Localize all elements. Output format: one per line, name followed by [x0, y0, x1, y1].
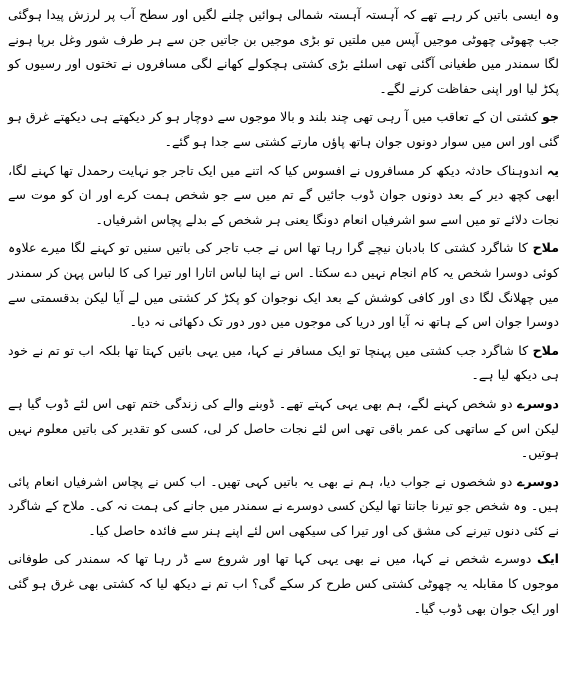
paragraph-2-lead-word: جو — [542, 109, 559, 125]
paragraph-2-text: کشتی ان کے تعاقب میں آ رہی تھی چند بلند و بالا موجوں سے دوچار ہو کر دیکھتے ہی دیکھتے غرق ہو گئی اور اس میں سوار دونوں جوان ہاتھ پاؤں مارتے کشتی سے جدا ہو گئے۔ — [8, 109, 559, 149]
paragraph-4-text: کا شاگرد کشتی کا بادبان نیچے گرا رہا تھا اس نے جب تاجر کی باتیں سنیں تو کہنے لگا میرے علاوہ کوئی دوسرا شخص یہ کام انجام نہیں دے سکتا۔ اس نے اپنا لباس اتارا اور تیرا کی کا لباس پہن کر سمندر میں چھلانگ لگا دی اور کافی کوشش کے بعد ایک نوجوان کو پکڑ کر کشتی میں لے آیا لیکن بدقسمتی سے دوسرا جوان اس کے ہاتھ نہ آیا اور دریا کی موجوں میں دور دور تک دکھائی نہ دیا۔ — [8, 240, 559, 330]
paragraph-7-lead-word: دوسرے — [517, 473, 559, 489]
paragraph-6-lead-word: دوسرے — [517, 395, 559, 411]
paragraph-3-lead-word: یہ — [546, 162, 559, 178]
paragraph-7-text: دو شخصوں نے جواب دیا، ہم نے بھی یہ باتیں کہی تھیں۔ اب کس نے پچاس اشرفیاں انعام پائی ہیں۔ وہ شخص جو تیرنا جانتا تھا لیکن کسی دوسرے نے سمندر میں جانے کی ہمت نہ کی۔ ملاح کے شاگرد نے کئی دنوں تیرنے کی مشق کی اور تیرا کی سیکھی اس لئے اپنے ہنر سے فائدہ حاصل کیا۔ — [8, 473, 559, 538]
paragraph-4-lead-word: ملاح — [532, 240, 559, 256]
paragraph-7 — [8, 470, 559, 544]
paragraph-6 — [8, 392, 559, 466]
paragraph-8-lead-word: ایک — [537, 551, 559, 567]
paragraph-2 — [8, 105, 559, 154]
paragraph-3 — [8, 159, 559, 233]
paragraph-5-lead-word: ملاح — [532, 342, 559, 358]
paragraph-4 — [8, 236, 559, 334]
paragraph-3-text: اندوہناک حادثہ دیکھ کر مسافروں نے افسوس کیا کہ اتنے میں ایک تاجر جو نہایت رحمدل تھا کہنے لگا، ابھی کچھ دیر کے بعد دونوں جوان ڈوب جائیں گے تم میں سے جو شخص ہمت کرے اور ان کو موت سے نجات دلائے تو میں اسے سو اشرفیاں انعام دونگا یعنی ہر شخص کے بدلے پچاس اشرفیاں۔ — [8, 162, 559, 227]
paragraph-1-text: وہ ایسی باتیں کر رہے تھے کہ آہستہ آہستہ شمالی ہوائیں چلنے لگیں اور سطح آب پر لرزش پیدا ہوگئی جب چھوٹی چھوٹی موجیں آپس میں ملتیں تو بڑی موجیں بن جاتیں جن سے ہر طرف شور وغل برپا ہونے لگا سمندر میں طغیانی آگئی تھی اسلئے بڑی کشتی ہچکولے کھانے لگی مسافروں نے تختوں اور رسیوں کو پکڑ لیا اور اپنی حفاظت کرنے لگے۔ — [8, 7, 559, 96]
paragraph-8-text: دوسرے شخص نے کہا، میں نے بھی یہی کہا تھا اور شروع سے ڈر رہا تھا کہ سمندر کی طوفانی موجوں کا مقابلہ یہ چھوٹی کشتی کس طرح کر سکے گی؟ اب تم نے دیکھ لیا کہ کشتی بھی غرق ہو گئی اور ایک جوان بھی ڈوب گیا۔ — [8, 551, 559, 616]
paragraph-8 — [8, 547, 559, 621]
paragraph-5-text: کا شاگرد جب کشتی میں پہنچا تو ایک مسافر نے کہا، میں یہی باتیں کہتا تھا بلکہ اب تو تم نے خود ہی دیکھ لیا ہے۔ — [8, 342, 559, 383]
paragraph-1 — [8, 3, 559, 101]
paragraph-5 — [8, 339, 559, 388]
paragraph-6-text: دو شخص کہنے لگے، ہم بھی یہی کہتے تھے۔ ڈوبنے والے کی زندگی ختم تھی اس لئے ڈوب گیا ہے لیکن اس کے ساتھی کی عمر باقی تھی اس لئے نجات حاصل کر لی، کسی کو تقدیر کی باتیں معلوم نہیں ہوتیں۔ — [8, 395, 559, 461]
